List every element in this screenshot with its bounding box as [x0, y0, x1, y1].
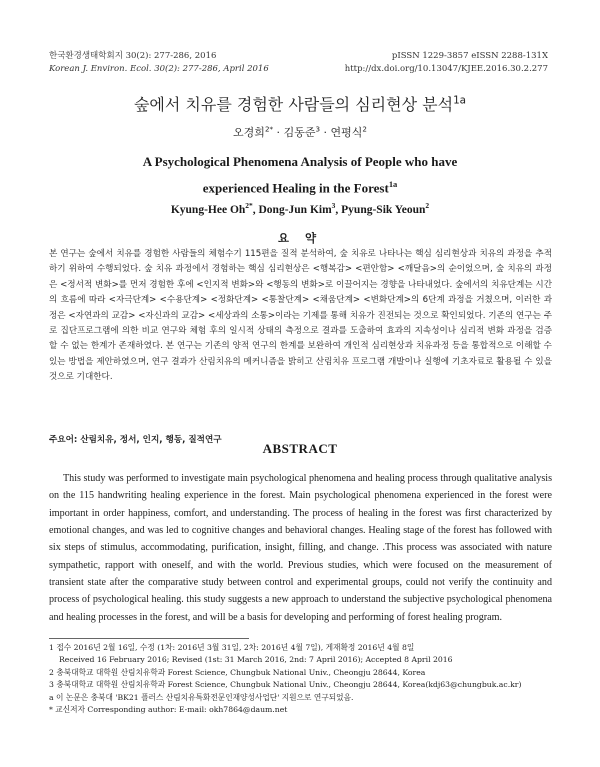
authors-english: [0, 201, 600, 216]
summary-heading: 요 약: [277, 231, 323, 245]
author-kr-1-sup: 2*: [264, 124, 274, 134]
author-kr-1: 오경희: [233, 126, 265, 139]
footnotes: [49, 642, 569, 716]
title-english-sup: 1a: [388, 179, 398, 189]
author-en-1: Kyung-Hee Oh: [170, 203, 246, 216]
title-english-line1: A Psychological Phenomena Analysis of People who have: [142, 154, 458, 169]
author-kr-3-sup: 2: [362, 124, 367, 134]
title-english-line2: [60, 173, 540, 199]
author-kr-2-sup: 3: [315, 124, 320, 134]
author-kr-3: 연평식: [330, 126, 363, 139]
journal-citation: [49, 50, 269, 76]
abstract-english-text: This study was performed to investigate main psychological phenomena and healing process through qualitative analysis on the 115 handwriting healing experience in the forest. Main psychological phenomena experienced in the forest were important in order happiness, comfort, and understanding. The process of healing in the forest was first characterized by emotional changes, and was led to cognitive changes and behavioral changes. Healing stage of the forest has followed with six steps of stimulus, accommodating, purification, insight, filling, and change. .This process was associated with nature sympathetic, rapport with oneself, and with the world. Previous studies, which were focused on the measurement of transient state after the comparative study between control and experimental groups, could not verify the continuity and process of psychological healing. this study suggests a new approach to understand the subjective psychological phenomena and healing processes in the forest, and will be a basis for developing and performing of forest healing program.: [49, 473, 552, 623]
journal-citation-en: Korean J. Environ. Ecol. 30(2): 277-286, April 2016: [49, 64, 269, 74]
abstract-english: [49, 470, 552, 626]
author-separator: ·: [273, 126, 284, 139]
abstract-heading: ABSTRACT: [262, 441, 338, 456]
authors-korean: [0, 124, 600, 140]
title-korean-sup: 1a: [453, 94, 467, 107]
title-korean: [0, 92, 600, 115]
footnote-divider: [49, 638, 249, 639]
author-separator: ,: [335, 203, 342, 216]
journal-citation-kr: 한국환경생태학회지 30(2): 277-286, 2016: [49, 51, 217, 61]
footnote-affiliation-3: 3 충북대학교 대학원 산림치유학과 Forest Science, Chungbuk National Univ., Cheongju 28644, Korea(kdj63@chungbuk.ac.kr): [49, 680, 522, 690]
author-separator: ·: [320, 126, 331, 139]
footnote-affiliation-2: 2 충북대학교 대학원 산림치유학과 Forest Science, Chungbuk National Univ., Cheongju 28644, Korea: [49, 667, 426, 677]
footnote-received-en: Received 16 February 2016; Revised (1st: 31 March 2016, 2nd: 7 April 2016); Accepted 8 April 2016: [59, 655, 453, 665]
footnote-received-kr: 1 접수 2016년 2월 16일, 수정 (1차: 2016년 3월 31일, 2차: 2016년 4월 7일), 게재확정 2016년 4월 8일: [49, 643, 415, 652]
doi-link[interactable]: http://dx.doi.org/10.13047/KJEE.2016.30.2.277: [344, 64, 548, 74]
author-en-3-sup: 2: [425, 201, 430, 210]
footnote-corresponding-author: * 교신저자 Corresponding author: E-mail: okh7864@daum.net: [49, 705, 288, 715]
journal-identifiers: [345, 50, 548, 76]
title-korean-text: 숲에서 치유를 경험한 사람들의 심리현상 분석: [133, 95, 454, 114]
summary-korean-text: 본 연구는 숲에서 치유를 경험한 사람들의 체험수기 115편을 질적 분석하여, 숲 치유로 나타나는 핵심 심리현상과 치유의 과정을 추적하기 위하여 수행되었다. 숲 치유 과정에서 경험하는 핵심 심리현상은 <행복감> <편안함> <깨달음>의 순이었으며, 숲 치유의 과정은 <정서적 변화>를 먼저 경험한 후에 <인지적 변화>와 <행동의 변화>로 이끌어지는 경향을 나타내었다. 숲에서의 치유단계는 시간의 흐름에 따라 <자극단계> <수용단계> <정화단계> <통찰단계> <채움단계> <변화단계>의 6단계 과정을 거쳤으며, 이러한 과정은 <자연과의 교감> <자신과의 교감> <세상과의 소통>이라는 기제를 통해 치유가 진전되는 것으로 확인되었다. 기존의 연구는 주로 집단프로그램에 의한 비교 연구와 체험 후의 일시적 상태의 측정으로 결과를 도출하여 효과의 지속성이나 심리적 변화 과정을 검증할 수 없는 한계가 존재하였다. 본 연구는 기존의 양적 연구의 한계를 보완하여 개인적 심리현상과 치유과정 등을 통합적으로 이해할 수 있는 방법을 제안하였으며, 연구 결과가 산림치유의 메커니즘을 밝히고 산림치유 프로그램 개발이나 실행에 기초자료로 활용될 수 있을 것으로 기대한다.: [49, 249, 552, 383]
author-separator: ,: [252, 203, 259, 216]
author-en-3: Pyung-Sik Yeoun: [341, 203, 426, 216]
summary-korean: [49, 247, 552, 386]
footnote-funding: a 이 논문은 충북대 'BK21 플러스 산림치유특화전문인재양성사업단' 지원으로 연구되었음.: [49, 692, 354, 702]
issn: pISSN 1229-3857 eISSN 2288-131X: [391, 51, 548, 61]
author-en-2-sup: 3: [331, 201, 336, 210]
author-kr-2: 김동준: [283, 126, 316, 139]
author-en-2: Dong-Jun Kim: [258, 203, 332, 216]
title-english: [60, 151, 540, 199]
author-en-1-sup: 2*: [245, 201, 253, 210]
keywords-korean: 주요어: 산림치유, 정서, 인지, 행동, 질적연구: [49, 435, 222, 445]
title-english-line2-text: experienced Healing in the Forest: [202, 180, 389, 196]
